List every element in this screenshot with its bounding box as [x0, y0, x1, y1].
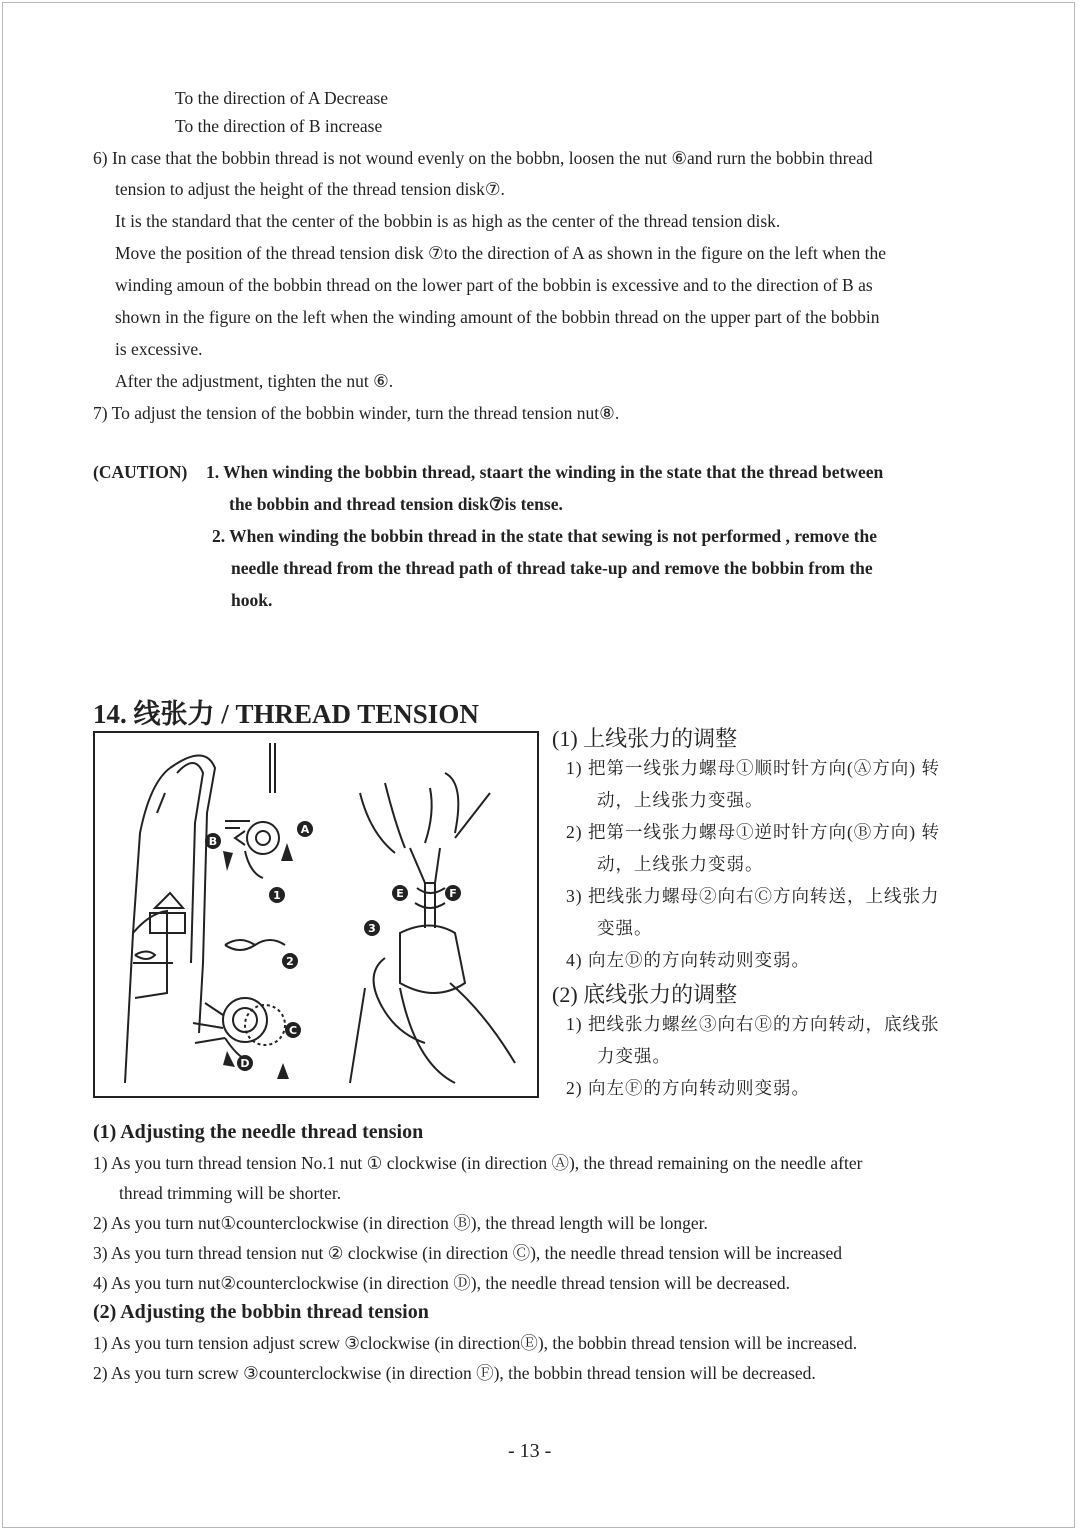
zh-section-1-title: (1) 上线张力的调整 — [552, 726, 738, 751]
caution-2-line-2: needle thread from the thread path of thread take-up and remove the bobbin from the — [231, 558, 873, 578]
zh-s2-item-2: 2) 向左Ⓕ的方向转动则变弱。 — [566, 1078, 810, 1098]
figure-label-e: E — [396, 887, 404, 900]
zh-s1-item-2-line-1: 2) 把第一线张力螺母①逆时针方向(Ⓑ方向) 转 — [566, 822, 940, 842]
thread-tension-illustration — [95, 733, 537, 1096]
page-number: - 13 - — [508, 1440, 552, 1462]
figure-label-c: C — [288, 1024, 298, 1037]
en-s2-item-2: 2) As you turn screw ③counterclockwise (in direction Ⓕ), the bobbin thread tension will be decreased. — [93, 1363, 816, 1383]
zh-s1-item-1-line-2: 动，上线张力变强。 — [597, 790, 764, 810]
figure-label-1: 1 — [273, 889, 281, 902]
en-s1-item-1-line-1: 1) As you turn thread tension No.1 nut ① clockwise (in direction Ⓐ), the thread remaining on the needle after — [93, 1153, 863, 1173]
zh-s1-item-3-line-2: 变强。 — [597, 918, 653, 938]
zh-s1-item-4: 4) 向左Ⓓ的方向转动则变弱。 — [566, 950, 810, 970]
zh-section-2-title: (2) 底线张力的调整 — [552, 982, 738, 1007]
direction-b-text: To the direction of B increase — [175, 116, 383, 136]
caution-2-line-3: hook. — [231, 590, 273, 610]
step-6-line-5: winding amoun of the bobbin thread on the lower part of the bobbin is excessive and to the direction of B as — [115, 275, 873, 295]
figure-label-f: F — [449, 887, 457, 900]
figure-label-d: D — [240, 1057, 250, 1070]
step-6-line-7: is excessive. — [115, 339, 203, 359]
figure-label-b: B — [208, 835, 218, 848]
zh-s2-item-1-line-2: 力变强。 — [597, 1046, 671, 1066]
en-section-1-title: (1) Adjusting the needle thread tension — [93, 1121, 424, 1143]
en-s1-item-1-line-2: thread trimming will be shorter. — [119, 1183, 342, 1203]
zh-s2-item-1-line-1: 1) 把线张力螺丝③向右Ⓔ的方向转动，底线张 — [566, 1014, 940, 1034]
section-heading: 14. 线张力 / THREAD TENSION — [93, 699, 479, 729]
caution-2-line-1: 2. When winding the bobbin thread in the state that sewing is not performed , remove the — [212, 526, 878, 546]
step-6-line-3: It is the standard that the center of the bobbin is as high as the center of the thread tension disk. — [115, 211, 781, 231]
step-7: 7) To adjust the tension of the bobbin winder, turn the thread tension nut⑧. — [93, 403, 620, 423]
zh-s1-item-2-line-2: 动，上线张力变弱。 — [597, 854, 764, 874]
step-6-line-4: Move the position of the thread tension disk ⑦to the direction of A as shown in the figure on the left when the — [115, 243, 886, 263]
figure-label-a: A — [300, 823, 310, 836]
step-6-line-8: After the adjustment, tighten the nut ⑥. — [115, 371, 394, 391]
en-s1-item-4: 4) As you turn nut②counterclockwise (in direction Ⓓ), the needle thread tension will be decreased. — [93, 1273, 791, 1293]
caution-label: (CAUTION) — [93, 462, 188, 482]
en-s1-item-2: 2) As you turn nut①counterclockwise (in direction Ⓑ), the thread length will be longer. — [93, 1213, 708, 1233]
caution-1-line-1: 1. When winding the bobbin thread, staart the winding in the state that the thread between — [206, 462, 884, 482]
direction-a-text: To the direction of A Decrease — [175, 88, 389, 108]
step-6-line-1: 6) In case that the bobbin thread is not wound evenly on the bobbn, loosen the nut ⑥and rurn the bobbin thread — [93, 148, 873, 168]
thread-tension-figure — [93, 731, 539, 1098]
caution-1-line-2: the bobbin and thread tension disk⑦is tense. — [229, 494, 563, 514]
figure-label-3: 3 — [368, 922, 376, 935]
en-s1-item-3: 3) As you turn thread tension nut ② clockwise (in direction Ⓒ), the needle thread tension will be increased — [93, 1243, 843, 1263]
en-s2-item-1: 1) As you turn tension adjust screw ③clockwise (in directionⒺ), the bobbin thread tension will be increased. — [93, 1333, 858, 1353]
en-section-2-title: (2) Adjusting the bobbin thread tension — [93, 1301, 429, 1323]
zh-s1-item-3-line-1: 3) 把线张力螺母②向右Ⓒ方向转送，上线张力 — [566, 886, 940, 906]
step-6-line-6: shown in the figure on the left when the winding amount of the bobbin thread on the upper part of the bobbin — [115, 307, 880, 327]
step-6-line-2: tension to adjust the height of the thread tension disk⑦. — [115, 179, 505, 199]
zh-s1-item-1-line-1: 1) 把第一线张力螺母①顺时针方向(Ⓐ方向) 转 — [566, 758, 940, 778]
figure-label-2: 2 — [286, 955, 294, 968]
